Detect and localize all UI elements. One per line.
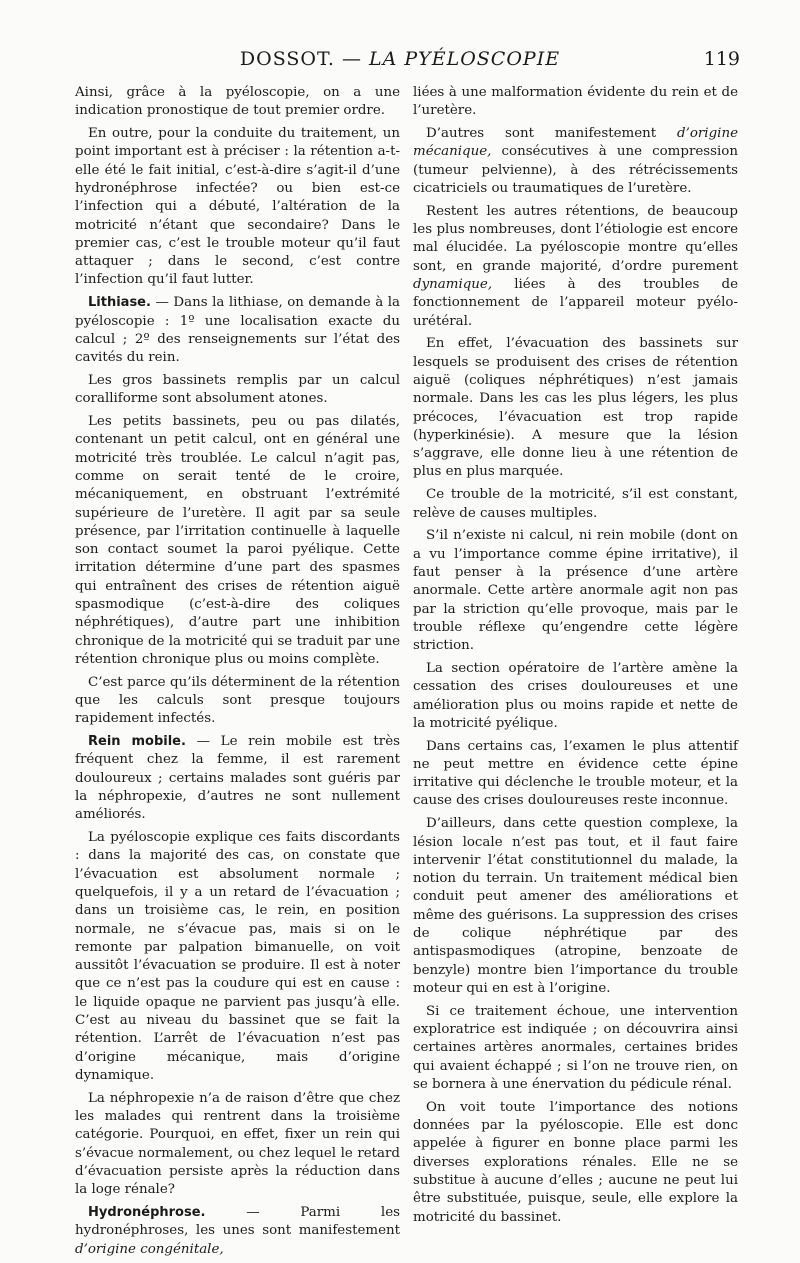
paragraph: On voit toute l’importance des notions données par la pyéloscopie. Elle est donc appelée à figurer en bonne place parmi les diverses explorations rénales. Elle ne se substitue à aucune d’elles ; aucune ne peut lui être substituée, puisque, seule, elle explore la motricité du bassinet. [413,1099,738,1225]
page-number: 119 [703,48,740,70]
paragraph-text: — Dans la lithiase, on demande à la pyéloscopie : 1º une localisation exacte du calcul ; 2º des renseignements sur l’état des cavités du rein. [75,295,400,366]
paragraph: S’il n’existe ni calcul, ni rein mobile (dont on a vu l’importance comme épine irritative), il faut penser à la présence d’une artère anormale. Cette artère anormale agit non pas par la striction qu’elle provoque, mais par le trouble réflexe qu’engendre cette légère striction. [413,528,738,654]
paragraph-text: — Parmi les hydronéphroses, les unes sont manifestement [75,1205,400,1239]
paragraph-text: consécutives à une compression (tumeur pelvienne), à des rétrécissements cicatriciels ou traumatiques de l’uretère. [413,144,738,196]
paragraph: Ainsi, grâce à la pyéloscopie, on a une indication pronostique de tout premier ordre. [75,85,400,119]
header-author: DOSSOT. — [239,48,370,70]
paragraph: Dans certains cas, l’examen le plus attentif ne peut mettre en évidence cette épine irritative qui déclenche le trouble moteur, et la cause des crises douloureuses reste inconnue. [413,738,738,809]
right-column [413,84,738,1231]
paragraph: La néphropexie n’a de raison d’être que chez les malades qui rentrent dans la troisième catégorie. Pourquoi, en effet, fixer un rein qui s’évacue normalement, ou chez lequel le retard d’évacuation persiste après la réduction dans la loge rénale? [75,1090,400,1198]
paragraph: C’est parce qu’ils déterminent de la rétention que les calculs sont presque toujours rapidement infectés. [75,674,400,727]
emphasis: d’origine mécanique, [413,126,738,160]
paragraph [413,125,738,198]
paragraph: Les gros bassinets remplis par un calcul coralliforme sont absolument atones. [75,372,400,407]
running-title [60,48,740,70]
section-heading-hydronephrose: Hydronéphrose. [88,1205,206,1221]
running-header [60,48,740,78]
paragraph: D’ailleurs, dans cette question complexe, la lésion locale n’est pas tout, et il faut faire intervenir l’état constitutionnel du malade, la notion du terrain. Un traitement médical bien conduit peut amener des améliorations et même des guérisons. La suppression des crises de colique néphrétique par des antispasmodiques (atropine, benzoate de benzyle) montre bien l’importance du trouble moteur qui en est à l’origine. [413,816,738,996]
emphasis: dynamique, [413,276,493,292]
left-column [75,84,400,1263]
paragraph: En effet, l’évacuation des bassinets sur lesquels se produisent des crises de rétention aiguë (coliques néphrétiques) n’est jamais normale. Dans les cas les plus légers, les plus précoces, l’évacuation est trop rapide (hyperkinésie). A mesure que la lésion s’aggrave, elle donne lieu à une rétention de plus en plus marquée. [413,336,738,480]
paragraph: liées à une malformation évidente du rein et de l’uretère. [413,85,738,119]
paragraph: Les petits bassinets, peu ou pas dilatés, contenant un petit calcul, ont en général une motricité très troublée. Le calcul n’agit pas, comme on serait tenté de le croire, mécaniquement, en obstruant l’extrémité supérieure de l’uretère. Il agit par sa seule présence, par l’irritation continuelle à laquelle son contact soumet la paroi pyélique. Cette irritation détermine d’une part des spasmes qui entraînent des crises de rétention aiguë spasmodique (c’est-à-dire des coliques néphrétiques), d’autre part une inhibition chronique de la motricité qui se traduit par une rétention chronique plus ou moins complète. [75,414,400,667]
paragraph [413,203,738,331]
section-heading-lithiase: Lithiase. [88,295,151,311]
paragraph-rein-mobile [75,733,400,824]
paragraph-text: Restent les autres rétentions, de beaucoup les plus nombreuses, dont l’étiologie est encore mal élucidée. La pyéloscopie montre qu’elles sont, en grande majorité, d’ordre purement [413,203,738,274]
paragraph-text: D’autres sont manifestement [426,126,678,142]
paragraph: Ce trouble de la motricité, s’il est constant, relève de causes multiples. [413,487,738,521]
paragraph-text: — Le rein mobile est très fréquent chez la femme, il est rarement douloureux ; certains malades sont guéris par la néphropexie, d’autres ne sont nullement améliorés. [75,734,400,823]
paragraph: En outre, pour la conduite du traitement, un point important est à préciser : la rétention a-t-elle été le fait initial, c’est-à-dire s’agit-il d’une hydronéphrose infectée? ou bien est-ce l’infection qui a débuté, l’altération de la motricité n’étant que secondaire? Dans le premier cas, c’est le trouble moteur qu’il faut attaquer ; dans le second, c’est contre l’infection qu’il faut lutter. [75,126,400,288]
paragraph-hydronephrose [75,1204,400,1259]
section-heading-rein-mobile: Rein mobile. [88,734,186,750]
paragraph: La pyéloscopie explique ces faits discordants : dans la majorité des cas, on constate que l’évacuation est absolument normale ; quelquefois, il y a un retard de l’évacuation ; dans un troisième cas, le rein, en position normale, ne s’évacue pas, mais si on le remonte par palpation bimanuelle, on voit aussitôt l’évacuation se produire. Il est à noter que ce n’est pas la coudure qui est en cause : le liquide opaque ne parvient pas jusqu’à elle. C’est au niveau du bassinet que se fait la rétention. L’arrêt de l’évacuation n’est pas d’origine mécanique, mais d’origine dynamique. [75,830,400,1083]
paragraph-lithiase [75,294,400,367]
paragraph-text: liées à des troubles de fonctionnement de l’appareil moteur pyélo-urétéral. [413,276,738,329]
paragraph: Si ce traitement échoue, une intervention exploratrice est indiquée ; on découvrira ainsi certaines artères anormales, certaines brides qui avaient échappé ; si l’on ne trouve rien, on se bornera à une énervation du pédicule rénal. [413,1003,738,1092]
header-subject: LA PYÉLOSCOPIE [369,48,561,70]
emphasis: d’origine congénitale, [75,1241,224,1257]
paragraph: La section opératoire de l’artère amène la cessation des crises douloureuses et une amélioration plus ou moins rapide et nette de la motricité pyélique. [413,660,738,731]
